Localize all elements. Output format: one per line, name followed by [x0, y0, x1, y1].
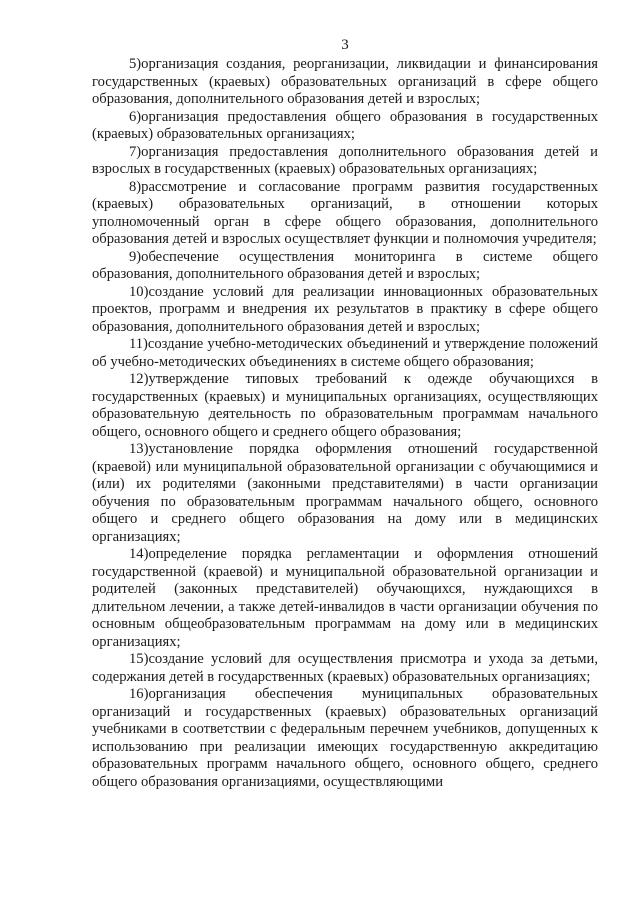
paragraph-item-11: 11)создание учебно-методических объединений и утверждение положений об учебно-методических объединениях в системе общего образования;: [92, 336, 598, 370]
paragraph-item-6: 6)организация предоставления общего образования в государственных (краевых) образовательных организациях;: [92, 108, 598, 142]
page-number: 3: [341, 37, 349, 53]
document-page: [92, 36, 598, 791]
paragraph-item-7: 7)организация предоставления дополнительного образования детей и взрослых в государственных (краевых) образовательных организациях;: [92, 143, 598, 177]
paragraph-item-8: 8)рассмотрение и согласование программ развития государственных (краевых) образовательных организаций, в отношении которых уполномоченный орган в сфере общего образования, дополнительного образования детей и взрослых осуществляет функции и полномочия учредителя;: [92, 178, 598, 247]
paragraph-item-5: 5)организация создания, реорганизации, ликвидации и финансирования государственных (краевых) образовательных организаций в сфере общего образования, дополнительного образования детей и взрослых;: [92, 56, 598, 107]
paragraph-item-13: 13)установление порядка оформления отношений государственной (краевой) или муниципальной образовательной организации с обучающимися и (или) их родителями (законными представителями) в части организации обучения по образовательным программам начального общего, основного общего и среднего общего образования на дому или в медицинских организациях;: [92, 441, 598, 545]
paragraph-item-15: 15)создание условий для осуществления присмотра и ухода за детьми, содержания детей в государственных (краевых) образовательных организациях;: [92, 651, 598, 685]
paragraph-item-16: 16)организация обеспечения муниципальных образовательных организаций и государственных (краевых) образовательных организаций учебниками в соответствии с федеральным перечнем учебников, допущенных к использованию при реализации имеющих государственную аккредитацию образовательных программ начального общего, основного общего, среднего общего образования организациями, осуществляющими: [92, 686, 598, 790]
paragraph-item-9: 9)обеспечение осуществления мониторинга в системе общего образования, дополнительного образования детей и взрослых;: [92, 248, 598, 282]
paragraph-item-14: 14)определение порядка регламентации и оформления отношений государственной (краевой) и муниципальной образовательной организации и родителей (законных представителей) обучающихся, нуждающихся в длительном лечении, а также детей-инвалидов в части организации обучения по основным общеобразовательным программам на дому или в медицинских организациях;: [92, 546, 598, 650]
paragraph-item-10: 10)создание условий для реализации инновационных образовательных проектов, программ и внедрения их результатов в практику в сфере общего образования, дополнительного образования детей и взрослых;: [92, 283, 598, 335]
paragraph-item-12: 12)утверждение типовых требований к одежде обучающихся в государственных (краевых) и муниципальных организациях, осуществляющих образовательную деятельность по образовательным программам начального общего, основного общего и среднего общего образования;: [92, 371, 598, 440]
